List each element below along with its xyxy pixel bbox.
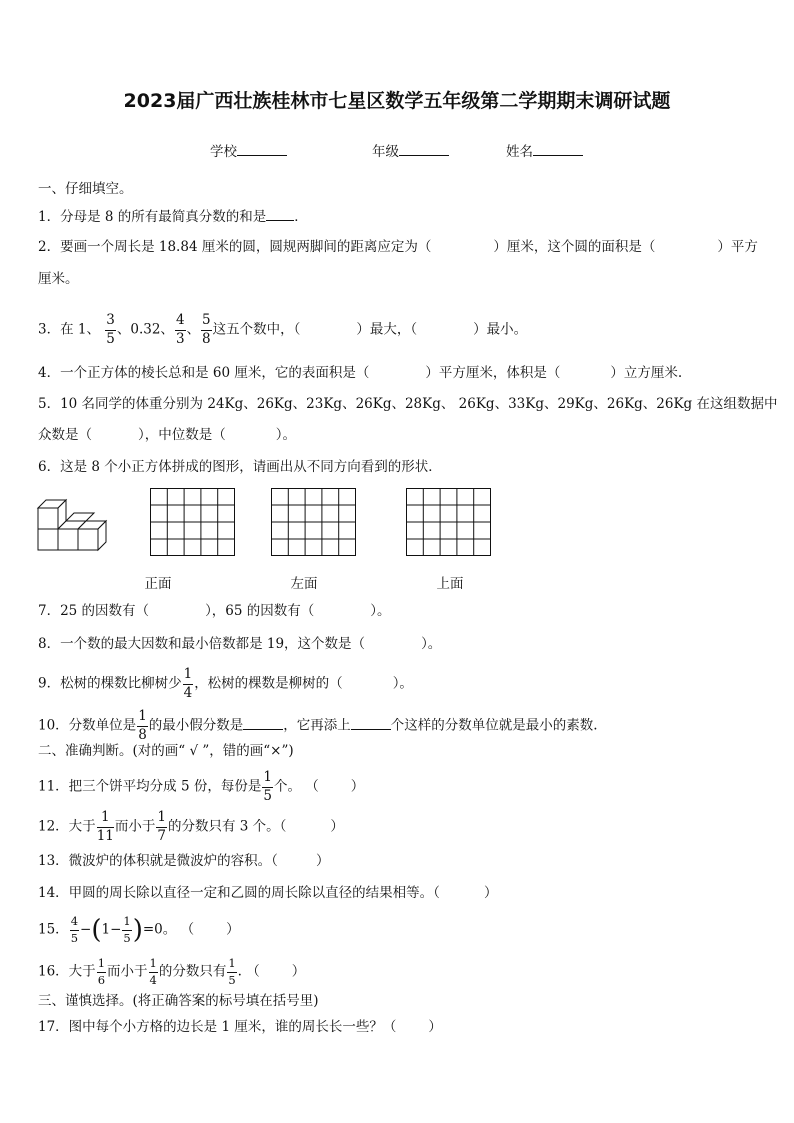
- q2-text-b: ）厘米，这个圆的面积是（: [493, 239, 656, 255]
- q15-f2-numerator: 1: [122, 916, 131, 931]
- q4-text-b: ）平方厘米，体积是（: [425, 365, 561, 381]
- q10-numerator: 1: [137, 710, 148, 727]
- q3-fraction-3: [201, 314, 212, 346]
- q11-denominator: 5: [263, 787, 272, 804]
- left-view-label: 左面: [290, 576, 318, 592]
- q16-fraction-1: [97, 958, 106, 986]
- q3-f2-denominator: 3: [175, 330, 185, 347]
- question-5: [38, 395, 778, 413]
- question-6: 6．这是 8 个小正方体拼成的图形，请画出从不同方向看到的形状．: [38, 459, 442, 475]
- q15-text-e: ）: [226, 921, 240, 938]
- q2-text-c: ）平方: [717, 239, 758, 255]
- q9-text-b: ，松树的棵数是柳树的（: [194, 675, 343, 692]
- q15-f2-denominator: 5: [123, 930, 131, 945]
- q11-fraction: [262, 771, 273, 803]
- q11-text-b: 个。 （: [273, 778, 319, 795]
- q11-numerator: 1: [262, 771, 273, 788]
- q1-blank[interactable]: [266, 206, 294, 221]
- q4-text-a: 4．一个正方体的棱长总和是 60 厘米，它的表面积是（: [38, 365, 370, 381]
- q15-text-c: 1−: [101, 921, 122, 938]
- q12-text-d: ）: [330, 818, 344, 835]
- question-7: [38, 602, 391, 620]
- section-1-heading: 一、仔细填空。: [38, 181, 133, 197]
- question-10: [38, 710, 598, 742]
- question-8: [38, 635, 441, 653]
- q9-text-a: 9．松树的棵数比柳树少: [38, 675, 182, 692]
- q14-text-b: ）: [483, 885, 498, 901]
- q10-fraction: [137, 710, 148, 742]
- top-view-label: 上面: [436, 576, 464, 592]
- q12-text-a: 12．大于: [38, 818, 96, 835]
- q9-numerator: 1: [183, 668, 194, 685]
- q14-text-a: 14．甲圆的周长除以直径一定和乙圆的周长除以直径的结果相等。（: [38, 885, 440, 901]
- q8-text-b: ）。: [421, 636, 442, 652]
- q3-f1-numerator: 3: [105, 314, 116, 331]
- cube-stack-figure: [36, 494, 120, 552]
- q16-text-a: 16．大于: [38, 963, 96, 980]
- q3-sep-1: 、0.32、: [116, 321, 174, 338]
- name-field[interactable]: [506, 140, 583, 160]
- q12-f2-denominator: 7: [157, 827, 166, 844]
- q10-text-b: 的最小假分数是: [148, 717, 244, 734]
- q15-f1-denominator: 5: [70, 930, 79, 945]
- front-view-grid[interactable]: [150, 488, 235, 556]
- q3-sep-2: 、: [186, 321, 201, 338]
- school-label: 学校: [210, 144, 237, 160]
- q2-line-2: 厘米。: [38, 271, 79, 287]
- name-label: 姓名: [506, 144, 533, 160]
- front-view-label: 正面: [144, 576, 172, 592]
- question-1: [38, 206, 308, 226]
- question-14: [38, 884, 497, 902]
- q12-text-b: 而小于: [114, 818, 156, 835]
- q13-text-b: ）: [315, 853, 330, 869]
- q9-text-c: ）。: [392, 675, 413, 692]
- q5-line-2: [38, 426, 296, 444]
- q16-text-b: 而小于: [107, 963, 148, 980]
- q11-text-c: ）: [350, 778, 365, 795]
- q13-text-a: 13．微波炉的体积就是微波炉的容积。（: [38, 853, 278, 869]
- q10-blank-1[interactable]: [243, 715, 283, 730]
- q7-text-b: ），65 的因数有（: [205, 603, 315, 619]
- q12-f2-numerator: 1: [156, 811, 167, 828]
- q3-text-d: ）最小。: [473, 321, 528, 338]
- q15-right-paren: ): [132, 915, 143, 945]
- question-12: [38, 811, 344, 843]
- q16-fraction-3: [227, 958, 236, 986]
- name-blank[interactable]: [533, 141, 583, 156]
- q12-f1-denominator: 11: [96, 827, 114, 844]
- question-3: [38, 314, 527, 346]
- q16-f3-denominator: 5: [228, 972, 236, 987]
- question-9: [38, 668, 413, 700]
- q10-text-d: 个这样的分数单位就是最小的素数.: [390, 717, 598, 734]
- q3-fraction-1: [105, 314, 116, 346]
- q12-fraction-1: [97, 811, 114, 843]
- q3-f1-denominator: 5: [106, 330, 115, 347]
- grade-field[interactable]: [372, 140, 449, 160]
- school-blank[interactable]: [237, 141, 287, 156]
- question-11: [38, 771, 364, 803]
- q16-f3-numerator: 1: [227, 958, 236, 973]
- q15-minus: −: [80, 921, 92, 938]
- q10-blank-2[interactable]: [351, 715, 391, 730]
- q17-text-a: 17．图中每个小方格的边长是 1 厘米，谁的周长长一些？（: [38, 1019, 397, 1035]
- q7-text-a: 7．25 的因数有（: [38, 603, 150, 619]
- q3-text-a: 3．在 1、: [38, 321, 100, 338]
- q16-text-c: 的分数只有: [158, 963, 227, 980]
- q1-tail: ．: [294, 209, 308, 225]
- grade-blank[interactable]: [399, 141, 449, 156]
- q9-fraction: [183, 668, 194, 700]
- school-field[interactable]: [210, 140, 287, 160]
- q10-text-c: ，它再添上: [283, 717, 351, 734]
- question-2: [38, 238, 758, 256]
- q3-text-c: ）最大，（: [356, 321, 418, 338]
- q16-text-d: . （: [237, 963, 260, 980]
- q3-text-b: 这五个数中，（: [212, 321, 301, 338]
- q12-fraction-2: [156, 811, 167, 843]
- q16-f2-numerator: 1: [149, 958, 158, 973]
- q15-fraction-1: [70, 916, 79, 944]
- q5-text-b: 众数是（: [38, 427, 92, 443]
- q15-left-paren: (: [91, 915, 102, 945]
- q16-fraction-2: [149, 958, 158, 986]
- section-2-heading: 二、准确判断。(对的画“ √ ”，错的画“×”): [38, 743, 294, 759]
- q7-text-c: ）。: [370, 603, 391, 619]
- q15-fraction-2: [122, 916, 131, 944]
- q15-f1-numerator: 4: [70, 916, 79, 931]
- top-view-grid[interactable]: [406, 488, 491, 556]
- q2-text-a: 2．要画一个周长是 18.84 厘米的圆，圆规两脚间的距离应定为（: [38, 239, 432, 255]
- q10-text-a: 10．分数单位是: [38, 717, 137, 734]
- q8-text-a: 8．一个数的最大因数和最小倍数都是 19，这个数是（: [38, 636, 366, 652]
- q12-f1-numerator: 1: [97, 811, 114, 828]
- q3-fraction-2: [175, 314, 186, 346]
- q16-f1-denominator: 6: [97, 972, 106, 987]
- q1-text: 1．分母是 8 的所有最简真分数的和是: [38, 209, 267, 225]
- q4-text-c: ）立方厘米.: [610, 365, 683, 381]
- q16-f2-denominator: 4: [149, 972, 157, 987]
- question-13: [38, 852, 329, 870]
- q5-text-d: ）。: [275, 427, 296, 443]
- q11-text-a: 11．把三个饼平均分成 5 份，每份是: [38, 778, 262, 795]
- q16-text-e: ）: [291, 963, 306, 980]
- q16-f1-numerator: 1: [97, 958, 106, 973]
- q9-denominator: 4: [183, 684, 193, 701]
- q15-text-d: =0。 （: [142, 921, 195, 938]
- left-view-grid[interactable]: [271, 488, 356, 556]
- q12-text-c: 的分数只有 3 个。（: [167, 818, 287, 835]
- grade-label: 年级: [372, 144, 399, 160]
- question-4: [38, 364, 682, 382]
- question-16: [38, 958, 305, 986]
- q17-text-b: ）: [428, 1019, 442, 1035]
- q5-text-c: ），中位数是（: [138, 427, 226, 443]
- q5-text-a: 5．10 名同学的体重分别为 24Kg、26Kg、23Kg、26Kg、28Kg、 26Kg、33Kg、29Kg、26Kg、26Kg 在这组数据中: [38, 396, 778, 412]
- q3-f2-numerator: 4: [175, 314, 186, 331]
- q15-text-a: 15．: [38, 921, 69, 938]
- q3-f3-denominator: 8: [202, 330, 211, 347]
- question-17: [38, 1018, 442, 1036]
- q10-denominator: 8: [138, 726, 147, 743]
- q3-f3-numerator: 5: [201, 314, 212, 331]
- page-title: 2023届广西壮族桂林市七星区数学五年级第二学期期末调研试题: [123, 90, 671, 112]
- section-3-heading: 三、谨慎选择。(将正确答案的标号填在括号里): [38, 993, 319, 1009]
- question-15: [38, 916, 240, 944]
